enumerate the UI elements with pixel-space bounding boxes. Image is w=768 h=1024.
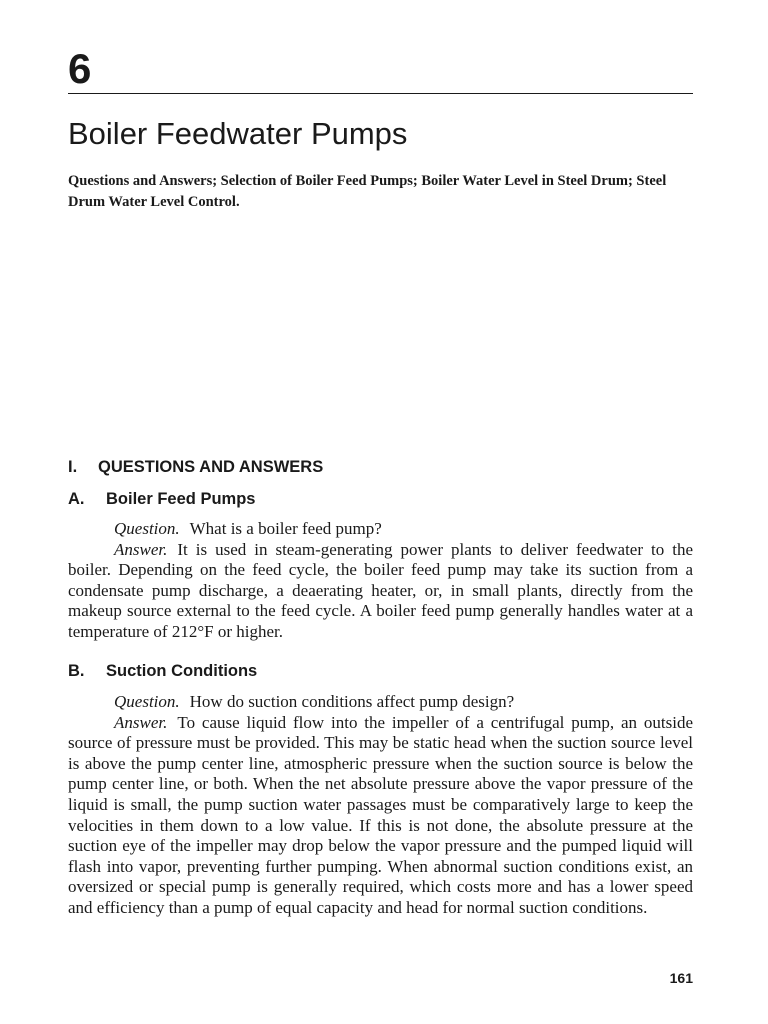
section-title: QUESTIONS AND ANSWERS <box>98 458 324 476</box>
qa-block-b <box>68 692 693 919</box>
answer-paragraph <box>68 713 693 919</box>
question-text: What is a boiler feed pump? <box>189 519 382 538</box>
question-label: Question. <box>114 692 180 711</box>
answer-label: Answer. <box>114 539 168 559</box>
section-number: I. <box>68 458 78 476</box>
subsection-heading-a <box>68 488 255 510</box>
subsection-letter: B. <box>68 662 85 680</box>
chapter-divider <box>68 93 693 94</box>
answer-text: To cause liquid flow into the impeller of a centrifugal pump, an outside source of pressure must be provided. This may be static head when the suction source level is above the pump center line, atmospheric pressure when the suction source is below the pump center line, or both. When the net absolute pressure above the vapor pressure of the liquid is small, the pump suction water passages must be comparatively large to keep the velocities in them down to a low value. If this is not done, the absolute pressure at the suction eye of the impeller may drop below the vapor pressure and the pumped liquid will flash into vapor, preventing further pumping. When abnormal suction conditions exist, an oversized or special pump is generally required, which costs more and has a lower speed and efficiency than a pump of equal capacity and head for normal suction conditions. <box>68 712 693 917</box>
book-page <box>68 0 693 1024</box>
qa-block-a <box>68 519 693 643</box>
answer-text: It is used in steam-generating power plants to deliver feedwater to the boiler. Depending on the feed cycle, the boiler feed pump may take its suction from a condensate pump discharge, a deaerating heater, or, in small plants, directly from the makeup source external to the feed cycle. A boiler feed pump generally handles water at a temperature of 212°F or higher. <box>68 539 693 641</box>
question-paragraph <box>68 692 693 713</box>
subsection-title: Boiler Feed Pumps <box>106 490 256 508</box>
question-paragraph <box>68 519 693 540</box>
subsection-title: Suction Conditions <box>106 662 258 680</box>
subsection-letter: A. <box>68 490 85 508</box>
subsection-heading-b <box>68 660 257 682</box>
answer-label: Answer. <box>114 712 168 732</box>
chapter-title: Boiler Feedwater Pumps <box>68 116 408 151</box>
section-heading <box>68 456 323 478</box>
question-label: Question. <box>114 519 180 538</box>
answer-paragraph <box>68 540 693 643</box>
chapter-number: 6 <box>68 45 92 92</box>
page-number: 161 <box>669 970 693 986</box>
question-text: How do suction conditions affect pump design? <box>189 692 515 711</box>
chapter-summary: Questions and Answers; Selection of Boiler Feed Pumps; Boiler Water Level in Steel Drum; Steel Drum Water Level Control. <box>68 173 667 210</box>
